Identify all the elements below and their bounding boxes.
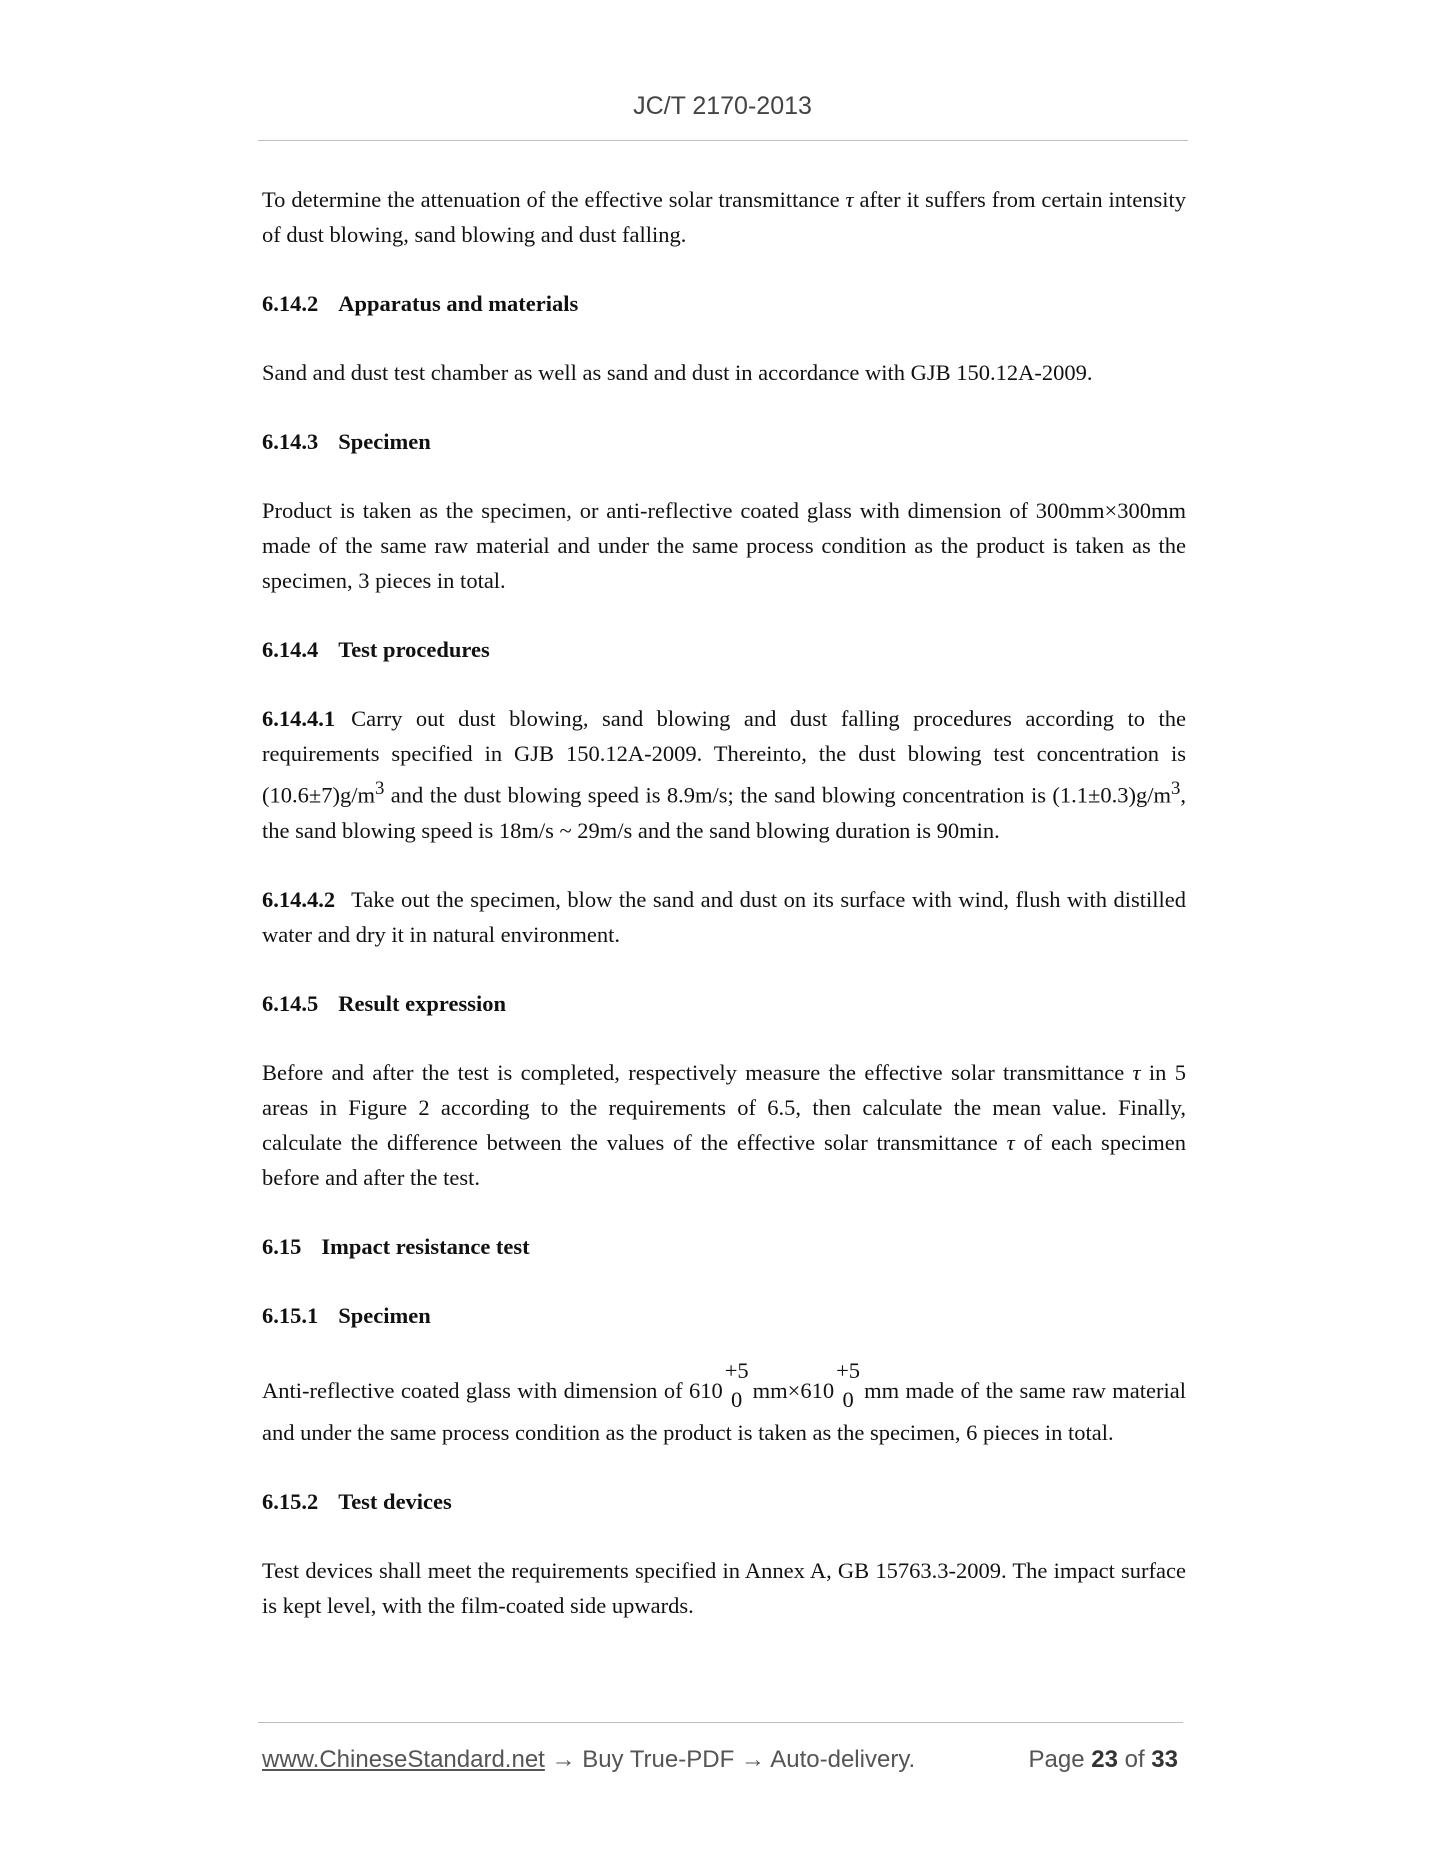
section-title: Specimen — [338, 429, 431, 454]
section-number: 6.15 — [262, 1233, 302, 1259]
section-heading-6-14-3 — [262, 424, 1186, 459]
section-number: 6.15.1 — [262, 1302, 319, 1328]
section-number: 6.15.2 — [262, 1488, 319, 1514]
tolerance-upper: +5 — [836, 1358, 861, 1384]
section-heading-6-14-4 — [262, 632, 1186, 667]
impact-text-mid: mm×610 — [752, 1377, 835, 1403]
section-number: 6.14.5 — [262, 990, 319, 1016]
section-heading-6-14-5 — [262, 986, 1186, 1021]
section-title: Result expression — [338, 990, 506, 1016]
specimen-paragraph: Product is taken as the specimen, or anti-reflective coated glass with dimension of 300mm×300mm made of the same raw material and under the same process condition as the product is taken as the specimen, 3 pieces in total. — [262, 498, 1186, 593]
procedure-text-a: Carry out dust blowing, sand blowing and dust falling procedures according to the requirements specified in GJB 150.12A-2009. Thereinto, the dust blowing test concentration is (10.6±7)g/m — [262, 706, 1186, 808]
section-heading-6-15-2 — [262, 1484, 1186, 1519]
section-number: 6.14.4 — [262, 637, 319, 662]
procedure-text-c: , the sand blowing speed is 18m/s ~ 29m/s and the sand blowing duration is 90min. — [262, 782, 1186, 843]
section-title: Test procedures — [338, 637, 490, 662]
footer-divider — [258, 1722, 1183, 1723]
section-heading-6-15 — [262, 1229, 1186, 1264]
procedure-text-b: and the dust blowing speed is 8.9m/s; the sand blowing concentration is (1.1±0.3)g/m — [384, 782, 1171, 808]
section-number: 6.14.3 — [262, 429, 319, 454]
of-label: of — [1117, 1746, 1152, 1773]
procedure-paragraph-1 — [262, 701, 1186, 848]
total-pages: 33 — [1151, 1746, 1178, 1773]
document-id-header: JC/T 2170-2013 — [633, 92, 812, 120]
tolerance-upper: +5 — [724, 1358, 749, 1384]
tolerance-stack — [836, 1356, 860, 1414]
tolerance-lower: 0 — [731, 1387, 743, 1413]
result-text-a: Before and after the test is completed, respectively measure the effective solar transmittance — [262, 1059, 1133, 1085]
clause-number: 6.14.4.1 — [262, 706, 336, 731]
section-heading-6-14-2 — [262, 286, 1186, 321]
section-heading-6-15-1 — [262, 1298, 1186, 1333]
procedure-text: Take out the specimen, blow the sand and dust on its surface with wind, flush with distilled water and dry it in natural environment. — [262, 886, 1186, 947]
apparatus-paragraph: Sand and dust test chamber as well as sand and dust in accordance with GJB 150.12A-2009. — [262, 360, 1093, 385]
section-title: Test devices — [338, 1488, 452, 1514]
result-text-b: in 5 areas in Figure 2 according to the requirements of 6.5, then calculate the mean value. Finally, calculate the difference between the values of the effective solar transmittance — [262, 1059, 1186, 1155]
intro-paragraph — [262, 182, 1186, 252]
test-devices-paragraph: Test devices shall meet the requirements specified in Annex A, GB 15763.3-2009. The impact surface is kept level, with the film-coated side upwards. — [262, 1557, 1186, 1618]
tolerance-lower: 0 — [842, 1387, 854, 1413]
result-text-c: of each specimen before and after the test. — [262, 1129, 1186, 1190]
impact-text-b: mm made of the same raw material and under the same process condition as the product is taken as the specimen, 6 pieces in total. — [262, 1377, 1186, 1445]
arrow-right-icon: → — [544, 1746, 583, 1773]
document-body — [262, 182, 1186, 1657]
page-indicator — [1029, 1746, 1178, 1774]
website-link[interactable]: www.ChineseStandard.net — [262, 1746, 545, 1773]
section-number: 6.14.2 — [262, 291, 319, 316]
arrow-right-icon: → — [734, 1746, 771, 1773]
superscript: 3 — [374, 778, 385, 799]
tau-symbol: τ — [1132, 1059, 1141, 1085]
intro-text-a: To determine the attenuation of the effective solar transmittance — [262, 187, 846, 212]
tau-symbol: τ — [1006, 1129, 1015, 1155]
current-page-number: 23 — [1091, 1746, 1118, 1773]
auto-delivery-text: Auto-delivery. — [770, 1746, 916, 1773]
procedure-paragraph-2 — [262, 882, 1186, 952]
superscript: 3 — [1171, 778, 1181, 799]
intro-text-b: after it suffers from certain intensity of dust blowing, sand blowing and dust falling. — [262, 187, 1186, 247]
page-label: Page — [1028, 1746, 1092, 1773]
buy-pdf-text: Buy True-PDF — [582, 1746, 735, 1773]
tolerance-stack — [725, 1356, 749, 1414]
section-title: Impact resistance test — [321, 1233, 530, 1259]
tau-symbol: τ — [845, 187, 854, 212]
clause-number: 6.14.4.2 — [262, 886, 336, 912]
impact-text-a: Anti-reflective coated glass with dimension of 610 — [262, 1377, 723, 1403]
page-footer — [262, 1746, 1186, 1774]
section-title: Specimen — [338, 1302, 431, 1328]
header-divider — [258, 140, 1188, 141]
result-paragraph — [262, 1055, 1186, 1195]
section-title: Apparatus and materials — [338, 291, 579, 316]
impact-specimen-paragraph — [262, 1358, 1186, 1450]
